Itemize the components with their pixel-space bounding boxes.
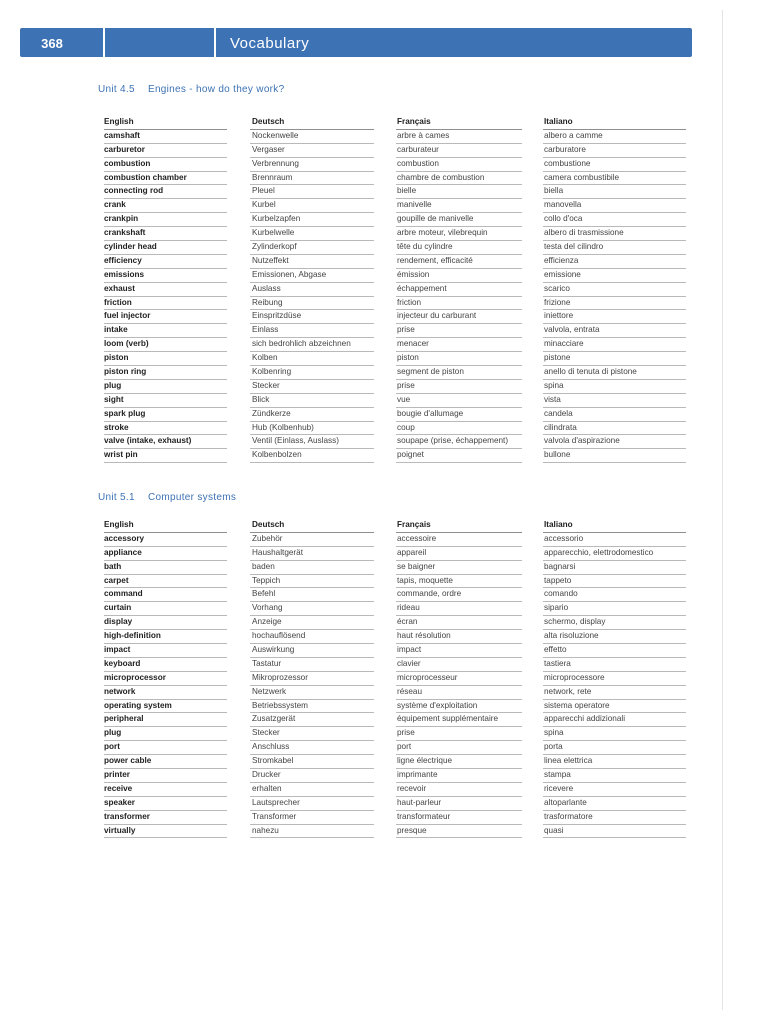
table-cell: intake (104, 325, 128, 335)
table-cell: command (104, 589, 143, 599)
table-cell: valvola d'aspirazione (544, 436, 620, 446)
table-cell: Anzeige (252, 617, 282, 627)
table-row (104, 283, 686, 297)
table-cell: port (397, 742, 412, 752)
table-cell: coup (397, 422, 415, 432)
table-cell: rendement, efficacité (397, 255, 473, 265)
table-cell: vue (397, 394, 411, 404)
table-cell: prise (397, 325, 415, 335)
table-cell: albero a camme (544, 130, 603, 140)
vocabulary-table (104, 116, 686, 463)
table-cell: carburatore (544, 144, 586, 154)
table-cell: candela (544, 408, 573, 418)
table-cell: carburateur (397, 144, 439, 154)
table-cell: Haushaltgerät (252, 547, 303, 557)
table-cell: Stecker (252, 728, 280, 738)
table-cell: spina (544, 380, 564, 390)
table-cell: spark plug (104, 408, 146, 418)
header-divider (214, 28, 216, 57)
table-cell: Auslass (252, 283, 281, 293)
column-gap (374, 462, 396, 463)
table-cell: Kurbelzapfen (252, 214, 301, 224)
table-cell: manovella (544, 200, 582, 210)
table-cell: Teppich (252, 575, 281, 585)
table-cell: tête du cylindre (397, 242, 453, 252)
table-cell: carpet (104, 575, 129, 585)
table-cell: Brennraum (252, 172, 293, 182)
table-cell: prise (397, 728, 415, 738)
column-header: English (104, 520, 134, 529)
table-cell: fuel injector (104, 311, 151, 321)
table-cell: arbre moteur, vilebrequin (397, 228, 488, 238)
table-cell: baden (252, 561, 275, 571)
table-cell: Pleuel (252, 186, 275, 196)
table-cell: Vorhang (252, 603, 283, 613)
table-row (104, 741, 686, 755)
table-cell: appareil (397, 547, 427, 557)
table-cell: Mikroprozessor (252, 672, 308, 682)
table-cell: efficiency (104, 255, 142, 265)
table-cell: crankpin (104, 214, 139, 224)
table-cell: peripheral (104, 714, 144, 724)
table-cell: quasi (544, 825, 564, 835)
table-row (104, 588, 686, 602)
table-cell: Kurbelwelle (252, 228, 295, 238)
table-cell: sight (104, 394, 124, 404)
table-cell: échappement (397, 283, 447, 293)
table-cell: goupille de manivelle (397, 214, 474, 224)
table-cell: Nockenwelle (252, 130, 299, 140)
table-cell: accessorio (544, 533, 584, 543)
table-cell: se baigner (397, 561, 436, 571)
table-cell: microprocesseur (397, 672, 458, 682)
table-cell: accessory (104, 533, 145, 543)
table-cell: camera combustibile (544, 172, 620, 182)
table-row (104, 366, 686, 380)
table-cell: stampa (544, 770, 571, 780)
table-row (104, 602, 686, 616)
table-row (104, 130, 686, 144)
table-cell: display (104, 617, 133, 627)
table-cell: efficienza (544, 255, 579, 265)
table-cell: friction (104, 297, 132, 307)
table-cell: commande, ordre (397, 589, 462, 599)
table-cell: Lautsprecher (252, 797, 300, 807)
table-row (104, 269, 686, 283)
table-cell: microprocessor (104, 672, 166, 682)
table-cell: soupape (prise, échappement) (397, 436, 509, 446)
table-cell: pistone (544, 353, 571, 363)
table-row (104, 783, 686, 797)
table-row (104, 297, 686, 311)
table-cell: network (104, 686, 136, 696)
column-gap (227, 462, 250, 463)
table-cell: impact (104, 645, 131, 655)
table-cell: recevoir (397, 783, 427, 793)
column-gap (522, 462, 543, 463)
table-cell: stroke (104, 422, 129, 432)
table-cell: tappeto (544, 575, 572, 585)
table-row (104, 686, 686, 700)
column-header: Français (397, 520, 431, 529)
table-cell: receive (104, 783, 133, 793)
table-cell: microprocessore (544, 672, 605, 682)
table-cell: combustion (104, 158, 151, 168)
table-row (104, 533, 686, 547)
table-cell: combustion (397, 158, 439, 168)
table-row (104, 811, 686, 825)
table-cell: emissions (104, 269, 145, 279)
unit-title: Computer systems (147, 492, 237, 503)
table-cell: Stromkabel (252, 756, 294, 766)
table-cell: haut résolution (397, 631, 451, 641)
unit-heading (98, 492, 236, 503)
unit-title: Engines - how do they work? (147, 84, 285, 95)
table-cell: Einlass (252, 325, 279, 335)
table-cell: bath (104, 561, 122, 571)
table-cell: Einspritzdüse (252, 311, 302, 321)
column-header: Français (397, 117, 431, 126)
table-row (104, 616, 686, 630)
table-cell: clavier (397, 658, 421, 668)
table-row (104, 241, 686, 255)
table-row (104, 185, 686, 199)
table-header-row (104, 519, 686, 533)
table-cell: plug (104, 380, 122, 390)
table-cell: Kolben (252, 353, 278, 363)
table-cell: Nutzeffekt (252, 255, 289, 265)
table-cell: cylinder head (104, 242, 157, 252)
table-row (104, 408, 686, 422)
table-cell: apparecchi addizionali (544, 714, 626, 724)
table-cell: altoparlante (544, 797, 587, 807)
table-cell: tapis, moquette (397, 575, 453, 585)
table-cell: Zubehör (252, 533, 283, 543)
column-header: Italiano (544, 520, 573, 529)
table-cell: rideau (397, 603, 420, 613)
table-row (104, 700, 686, 714)
table-cell: bielle (397, 186, 417, 196)
table-cell: effetto (544, 645, 567, 655)
table-header-row (104, 116, 686, 130)
table-cell: piston (104, 353, 129, 363)
table-row (104, 380, 686, 394)
table-cell: système d'exploitation (397, 700, 478, 710)
table-cell: connecting rod (104, 186, 164, 196)
table-row (104, 227, 686, 241)
table-cell: Kurbel (252, 200, 276, 210)
table-row (104, 422, 686, 436)
table-row (104, 310, 686, 324)
table-cell: virtually (104, 825, 136, 835)
table-row (104, 547, 686, 561)
page-edge (722, 10, 723, 1010)
table-cell: valvola, entrata (544, 325, 600, 335)
table-cell: Transformer (252, 811, 297, 821)
table-cell: wrist pin (104, 450, 138, 460)
table-cell: segment de piston (397, 367, 464, 377)
table-cell: manivelle (397, 200, 432, 210)
table-cell: ricevere (544, 783, 574, 793)
table-row (104, 727, 686, 741)
table-cell: schermo, display (544, 617, 606, 627)
table-cell: trasformatore (544, 811, 593, 821)
column-gap (374, 837, 396, 838)
table-cell: linea elettrica (544, 756, 593, 766)
table-cell: carburetor (104, 144, 145, 154)
table-cell: alta risoluzione (544, 631, 599, 641)
table-cell: combustion chamber (104, 172, 187, 182)
table-cell: Stecker (252, 380, 280, 390)
column-header: Italiano (544, 117, 573, 126)
table-cell: réseau (397, 686, 423, 696)
table-cell: transformer (104, 811, 150, 821)
table-cell: Auswirkung (252, 645, 295, 655)
table-cell: nahezu (252, 825, 279, 835)
table-cell: imprimante (397, 770, 438, 780)
table-cell: Emissionen, Abgase (252, 269, 327, 279)
table-cell: sich bedrohlich abzeichnen (252, 339, 351, 349)
table-row (104, 825, 686, 839)
table-row (104, 199, 686, 213)
table-cell: crank (104, 200, 126, 210)
table-cell: loom (verb) (104, 339, 149, 349)
table-cell: émission (397, 269, 430, 279)
table-cell: Zündkerze (252, 408, 291, 418)
table-cell: power cable (104, 756, 152, 766)
table-cell: camshaft (104, 130, 140, 140)
unit-number: Unit 4.5 (98, 84, 135, 95)
table-row (104, 797, 686, 811)
table-row (104, 435, 686, 449)
table-cell: prise (397, 380, 415, 390)
table-row (104, 713, 686, 727)
table-cell: bagnarsi (544, 561, 576, 571)
table-cell: combustione (544, 158, 591, 168)
table-cell: Hub (Kolbenhub) (252, 422, 314, 432)
page-number: 368 (41, 36, 63, 51)
table-cell: biella (544, 186, 564, 196)
table-cell: presque (397, 825, 427, 835)
table-cell: vista (544, 394, 561, 404)
table-row (104, 394, 686, 408)
table-cell: hochauflösend (252, 631, 306, 641)
table-cell: sistema operatore (544, 700, 610, 710)
table-row (104, 172, 686, 186)
table-row (104, 755, 686, 769)
table-row (104, 630, 686, 644)
table-cell: sipario (544, 603, 569, 613)
table-cell: high-definition (104, 631, 161, 641)
table-cell: écran (397, 617, 418, 627)
table-cell: crankshaft (104, 228, 146, 238)
page-title: Vocabulary (230, 35, 310, 52)
table-row (104, 644, 686, 658)
table-cell: Blick (252, 394, 270, 404)
table-cell: impact (397, 645, 422, 655)
table-row (104, 672, 686, 686)
table-cell: albero di trasmissione (544, 228, 624, 238)
table-cell: Kolbenring (252, 367, 292, 377)
table-cell: emissione (544, 269, 581, 279)
table-cell: arbre à cames (397, 130, 450, 140)
table-cell: Anschluss (252, 742, 290, 752)
column-header: Deutsch (252, 520, 285, 529)
table-row (104, 144, 686, 158)
table-row (104, 255, 686, 269)
table-cell: Reibung (252, 297, 283, 307)
column-header: Deutsch (252, 117, 285, 126)
table-row (104, 449, 686, 463)
table-cell: port (104, 742, 120, 752)
table-row (104, 352, 686, 366)
table-cell: spina (544, 728, 564, 738)
table-row (104, 158, 686, 172)
table-cell: printer (104, 770, 130, 780)
table-cell: accessoire (397, 533, 437, 543)
table-cell: Drucker (252, 770, 281, 780)
table-cell: Kolbenbolzen (252, 450, 302, 460)
table-cell: friction (397, 297, 422, 307)
table-cell: minacciare (544, 339, 584, 349)
table-cell: erhalten (252, 783, 282, 793)
table-cell: porta (544, 742, 563, 752)
column-gap (227, 837, 250, 838)
table-cell: appliance (104, 547, 142, 557)
table-row (104, 338, 686, 352)
table-cell: Zylinderkopf (252, 242, 297, 252)
table-cell: équipement supplémentaire (397, 714, 499, 724)
header-divider (103, 28, 105, 57)
table-row (104, 769, 686, 783)
table-cell: poignet (397, 450, 424, 460)
table-cell: menacer (397, 339, 429, 349)
table-cell: bullone (544, 450, 571, 460)
column-gap (522, 837, 543, 838)
table-cell: Vergaser (252, 144, 285, 154)
table-cell: tastiera (544, 658, 571, 668)
table-cell: Ventil (Einlass, Auslass) (252, 436, 339, 446)
table-cell: haut-parleur (397, 797, 442, 807)
unit-number: Unit 5.1 (98, 492, 135, 503)
table-cell: comando (544, 589, 578, 599)
table-cell: cilindrata (544, 422, 577, 432)
table-cell: keyboard (104, 658, 141, 668)
column-header: English (104, 117, 134, 126)
table-row (104, 213, 686, 227)
vocabulary-table (104, 519, 686, 838)
table-cell: piston (397, 353, 419, 363)
table-cell: apparecchio, elettrodomestico (544, 547, 654, 557)
table-cell: exhaust (104, 283, 135, 293)
unit-heading (98, 84, 284, 95)
table-row (104, 561, 686, 575)
table-cell: curtain (104, 603, 132, 613)
table-cell: network, rete (544, 686, 592, 696)
table-row (104, 575, 686, 589)
table-cell: ligne électrique (397, 756, 453, 766)
table-cell: Zusatzgerät (252, 714, 296, 724)
header-bar (20, 28, 692, 57)
table-cell: plug (104, 728, 122, 738)
table-cell: scarico (544, 283, 570, 293)
table-cell: piston ring (104, 367, 147, 377)
table-cell: Tastatur (252, 658, 282, 668)
table-cell: speaker (104, 797, 135, 807)
table-cell: anello di tenuta di pistone (544, 367, 637, 377)
table-cell: Netzwerk (252, 686, 287, 696)
table-cell: frizione (544, 297, 571, 307)
table-cell: Verbrennung (252, 158, 299, 168)
table-cell: Befehl (252, 589, 276, 599)
table-cell: valve (intake, exhaust) (104, 436, 192, 446)
table-cell: iniettore (544, 311, 574, 321)
table-cell: injecteur du carburant (397, 311, 477, 321)
table-cell: chambre de combustion (397, 172, 485, 182)
table-cell: collo d'oca (544, 214, 583, 224)
table-cell: testa del cilindro (544, 242, 604, 252)
table-row (104, 658, 686, 672)
table-row (104, 324, 686, 338)
table-cell: Betriebssystem (252, 700, 308, 710)
table-cell: bougie d'allumage (397, 408, 464, 418)
table-cell: operating system (104, 700, 172, 710)
table-cell: transformateur (397, 811, 451, 821)
